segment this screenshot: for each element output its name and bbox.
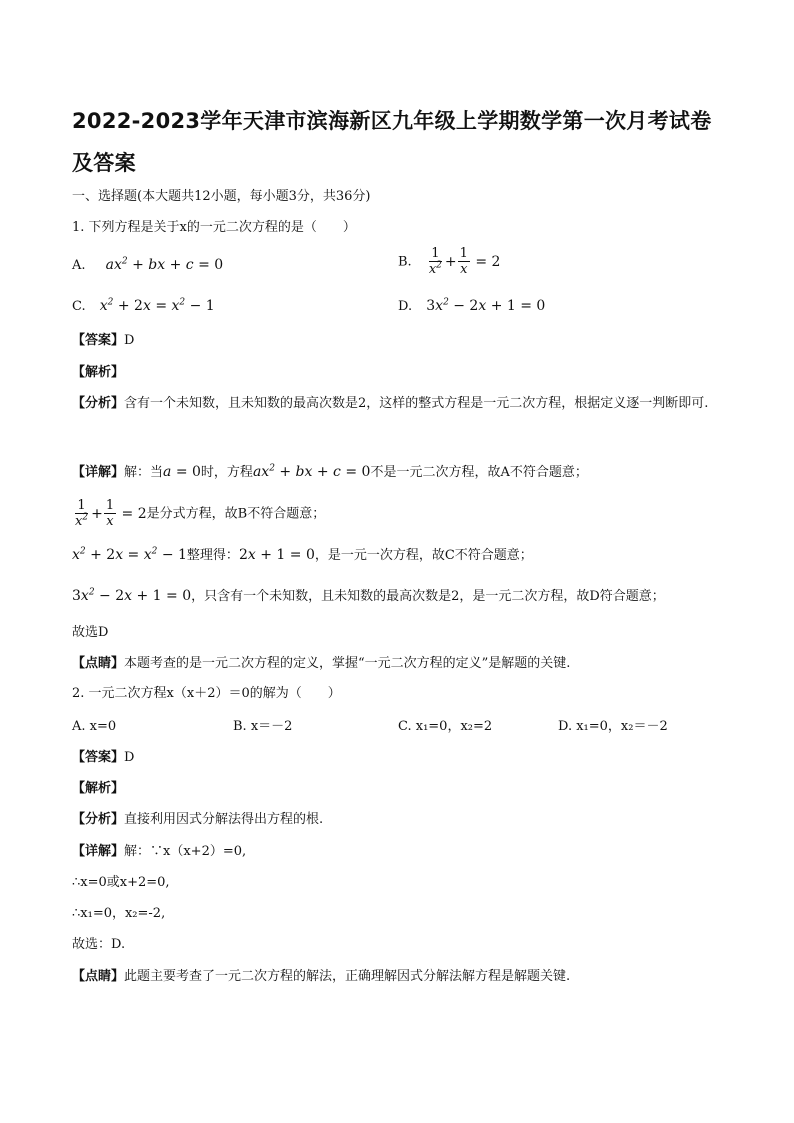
q1-xiangjie-line3: $x^2 + 2x = x^2 - 1$整理得：2x + 1 = 0，是一元一次方程，故C不符合题意； xyxy=(72,546,533,563)
q1-answer: 【答案】D xyxy=(72,333,135,348)
q1-analysis-heading: 【解析】 xyxy=(72,365,125,380)
q2-stem: 2. 一元二次方程x（x＋2）＝0的解为（ ） xyxy=(72,686,341,701)
q2-answer: 【答案】D xyxy=(72,750,135,765)
q1-choose: 故选D xyxy=(72,625,109,640)
q1-dianjing: 【点睛】本题考查的是一元二次方程的定义，掌握“一元二次方程的定义”是解题的关键. xyxy=(72,656,571,671)
section-heading: 一、选择题(本大题共12小题，每小题3分，共36分) xyxy=(72,189,371,204)
q1-option-a: A. $ax^2$ + bx + c = 0 xyxy=(72,256,224,273)
q2-option-a: A. x=0 xyxy=(72,719,117,734)
q1-fenxi: 【分析】含有一个未知数，且未知数的最高次数是2，这样的整式方程是一元二次方程，根据定义逐一判断即可. xyxy=(72,396,709,411)
q1-option-c: C. $x^2 + 2x = x^2 - 1$ xyxy=(72,297,215,314)
q1-stem: 1. 下列方程是关于x的一元二次方程的是（ ） xyxy=(72,220,356,235)
q1-option-b-equation: $\frac{1}{x^2}$ + $\frac{1}{x}$ = 2 xyxy=(428,246,501,277)
q1-xiangjie-line1: 【详解】解：当a = 0时，方程$ax^2$ + bx + c = 0不是一元二次方程，故A不符合题意； xyxy=(72,463,588,480)
q1-xiangjie-line4: $3x^2 - 2x + 1 = 0$，只含有一个未知数，且未知数的最高次数是2，是一元二次方程，故D符合题意； xyxy=(72,587,665,604)
q2-fenxi: 【分析】直接利用因式分解法得出方程的根. xyxy=(72,812,324,827)
q1-option-a-equation: $ax^2$ + bx + c = 0 xyxy=(105,256,224,273)
q2-option-d: D. x₁=0，x₂＝－2 xyxy=(558,719,668,734)
q2-xiangjie-line3: ∴x₁=0，x₂=-2, xyxy=(72,906,166,921)
q2-option-c: C. x₁=0，x₂=2 xyxy=(398,719,493,734)
q2-xiangjie-line1: 【详解】解：∵x（x+2）=0, xyxy=(72,844,247,859)
q2-choose: 故选：D. xyxy=(72,937,126,952)
q2-option-b: B. x＝－2 xyxy=(233,719,293,734)
q1-option-d: D. $3x^2 - 2x + 1 = 0$ xyxy=(398,297,546,314)
q1-xiangjie-line2: $\frac{1}{x^2}$ + $\frac{1}{x}$ = 2是分式方程，故B不符合题意； xyxy=(75,498,326,529)
q1-option-c-equation: $x^2 + 2x = x^2 - 1$ xyxy=(99,297,215,314)
q2-xiangjie-line2: ∴x=0或x+2=0, xyxy=(72,875,170,890)
page-title: 2022-2023学年天津市滨海新区九年级上学期数学第一次月考试卷及答案 xyxy=(72,109,712,175)
q1-option-d-equation: $3x^2 - 2x + 1 = 0$ xyxy=(426,297,546,314)
q2-dianjing: 【点睛】此题主要考查了一元二次方程的解法，正确理解因式分解法解方程是解题关键. xyxy=(72,969,571,984)
q2-analysis-heading: 【解析】 xyxy=(72,781,125,796)
q1-option-b: B. $\frac{1}{x^2}$ + $\frac{1}{x}$ = 2 xyxy=(398,246,501,277)
